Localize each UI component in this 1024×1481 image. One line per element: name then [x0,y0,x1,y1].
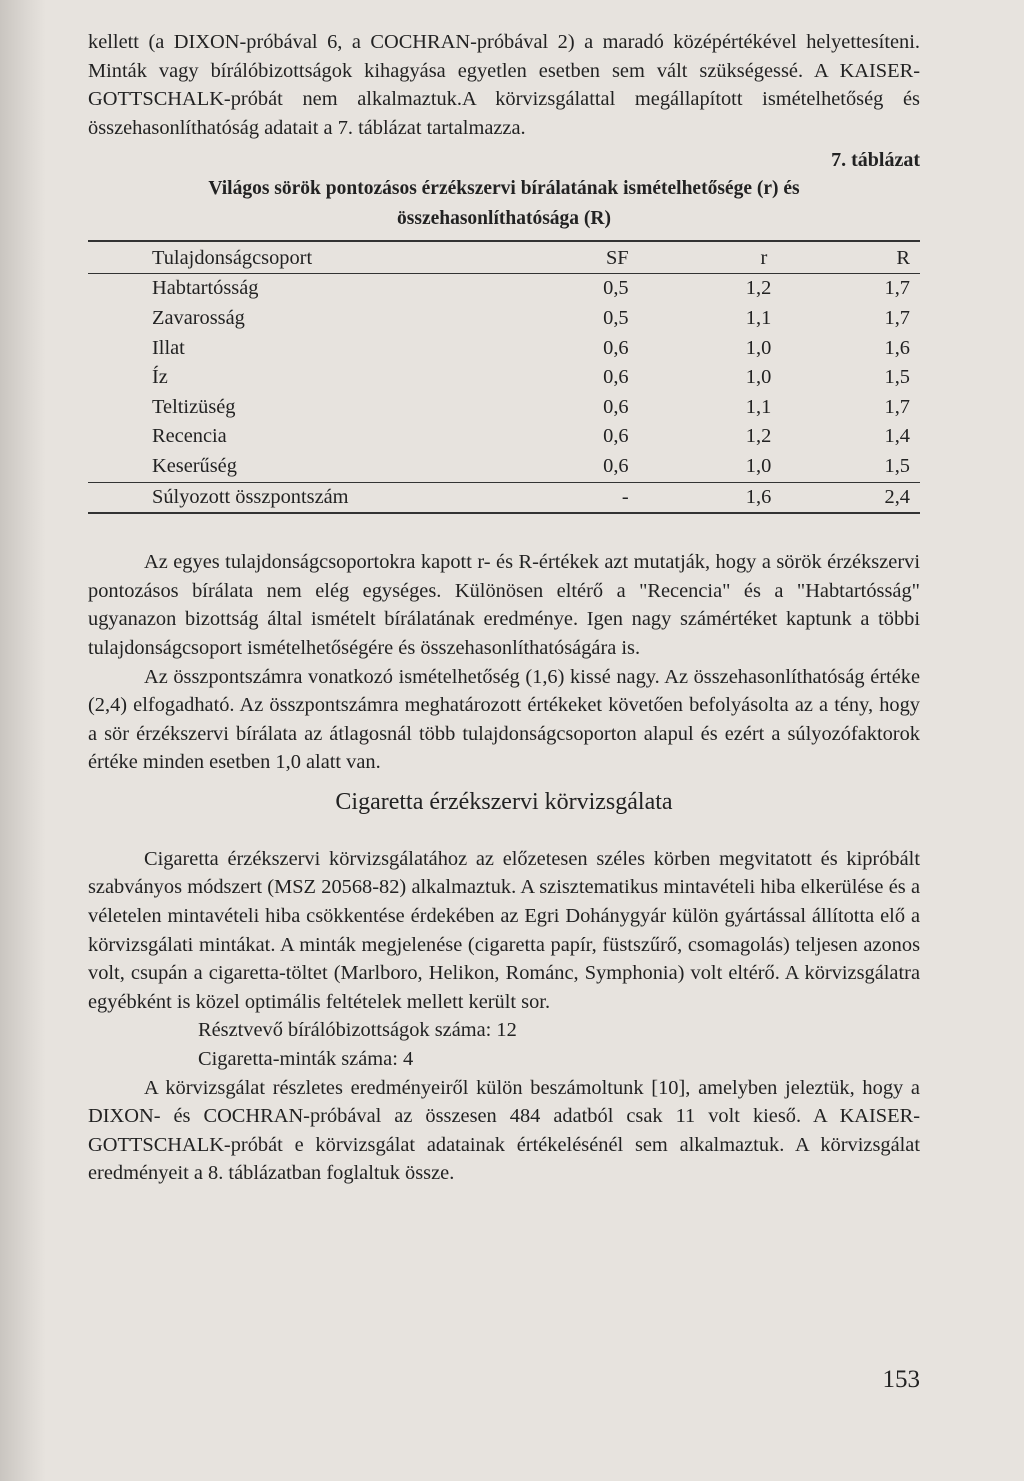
total-R: 2,4 [884,485,910,508]
row-attribute: Teltizüség [152,395,236,418]
total-r: 1,6 [745,485,772,508]
row-r: 1,1 [745,395,772,418]
paragraph-cigarette-results: A körvizsgálat részletes eredményeiről külön beszámoltunk [10], amelyben jeleztük, hogy a DIXON- és COCHRAN-próbával az összesen 484 adatból csak 11 volt kieső. A KAISER-GOTTSCHALK-próbát e körvizsgálat adatainak értékelésénél sem alkalmaztuk. A körvizsgálat eredményeit a 8. táblázatban foglaltuk össze. [88,1076,920,1185]
intro-paragraph: kellett (a DIXON-próbával 6, a COCHRAN-próbával 2) a maradó középértékével helyettesíteni. Minták vagy bírálóbizottságok kihagyása egyetlen esetben sem vált szükségessé. A KAISER-GOTTSCHALK-próbát nem alkalmaztuk.A körvizsgálattal megállapított ismételhetőség és összehasonlíthatóság adatait a 7. táblázat tartalmazza. [88,31,920,139]
table-row [88,452,920,482]
row-sf: 0,6 [603,395,629,418]
row-attribute: Íz [152,366,168,389]
row-attribute: Keserűség [152,454,237,477]
table-row [88,304,920,334]
committees-count-line: Résztvevő bírálóbizottságok száma: 12 [198,1019,517,1042]
row-attribute: Habtartósság [152,277,259,300]
row-r: 1,0 [745,336,772,359]
paragraph-results: Az egyes tulajdonságcsoportokra kapott r- és R-értékek azt mutatják, hogy a sörök érzékszervi pontozásos bírálata nem elég egységes. Különösen eltérő a "Recencia" és a "Habtartósság" ugyanazon bizottság által ismételt bírálatának eredménye. Igen nagy számértéket kaptunk a többi tulajdonságcsoport ismételhetőségére és összehasonlíthatóságára is. [88,551,920,659]
row-sf: 0,6 [603,336,629,359]
row-sf: 0,6 [603,425,629,448]
total-label: Súlyozott összpontszám [152,485,349,508]
row-sf: 0,5 [603,277,629,300]
row-r: 1,0 [745,366,772,389]
table-row [88,274,920,304]
row-r: 1,0 [745,454,772,477]
row-sf: 0,6 [603,366,629,389]
row-r: 1,2 [745,425,772,448]
row-R: 1,5 [884,366,910,389]
document-page [88,28,920,1188]
row-attribute: Recencia [152,425,227,448]
table-7 [88,240,920,514]
table-caption-line-2: összehasonlíthatósága (R) [397,208,611,230]
page-number: 153 [882,1366,920,1393]
row-r: 1,2 [745,277,772,300]
table-row [88,363,920,393]
page-edge-shadow [0,0,46,1481]
header-r: r [760,247,768,270]
section-heading: Cigaretta érzékszervi körvizsgálata [335,788,673,815]
row-sf: 0,6 [603,454,629,477]
paragraph-total-score: Az összpontszámra vonatkozó ismételhetőség (1,6) kissé nagy. Az összehasonlíthatóság értéke (2,4) elfogadható. Az összpontszámra meghatározott értékeket követően befolyásolta az a tény, hogy a sör érzékszervi bírálata az átlagosnál több tulajdonságcsoporton alapul és ezért a súlyozófaktorok értéke minden esetben 1,0 alatt van. [88,665,920,774]
table-row [88,334,920,364]
row-R: 1,7 [884,306,910,329]
samples-count-line: Cigaretta-minták száma: 4 [198,1048,414,1071]
table-caption-line-1: Világos sörök pontozásos érzékszervi bírálatának ismételhetősége (r) és [208,178,800,200]
row-R: 1,7 [884,395,910,418]
row-attribute: Zavarosság [152,306,245,329]
table-header-row [88,241,920,274]
header-R: R [896,247,910,270]
row-R: 1,7 [884,277,910,300]
row-attribute: Illat [152,336,185,359]
table-row [88,422,920,452]
header-attribute-group: Tulajdonságcsoport [152,247,313,270]
row-R: 1,5 [884,454,910,477]
row-r: 1,1 [745,306,772,329]
row-R: 1,4 [884,425,910,448]
total-sf: - [621,485,629,508]
paragraph-cigarette-method: Cigaretta érzékszervi körvizsgálatához az előzetesen széles körben megvitatott és kipróbált szabványos módszert (MSZ 20568-82) alkalmaztuk. A szisztematikus mintavételi hiba elkerülése és a véletelen mintavételi hiba csökkentése érdekében az Egri Dohánygyár külön gyártással állította elő a körvizsgálati mintákat. A minták megjelenése (cigaretta papír, füstszűrő, csomagolás) teljesen azonos volt, csupán a cigaretta-töltet (Marlboro, Helikon, Románc, Symphonia) volt eltérő. A körvizsgálatra egyébként is közel optimális feltételek mellett került sor. [88,847,920,1013]
table-row [88,393,920,423]
header-sf: SF [605,247,629,270]
table-total-row [88,482,920,513]
table-number: 7. táblázat [831,149,920,172]
row-R: 1,6 [884,336,910,359]
row-sf: 0,5 [603,306,629,329]
